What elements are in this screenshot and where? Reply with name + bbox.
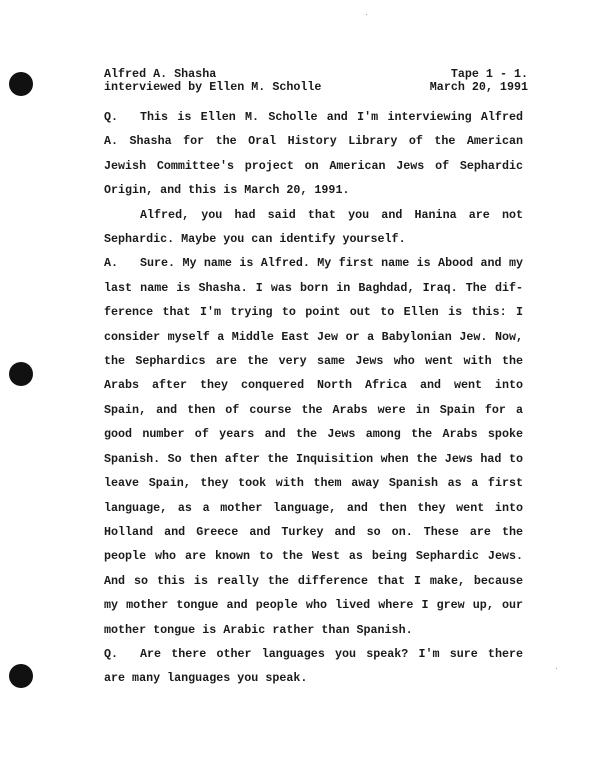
paragraph-text: This is Ellen M. Scholle and I'm interviewing Alfred A. Shasha for the Oral History Library of the American Jewish Committee's project on American Jews of Sephardic Origin, and this is March 20, 1991. [104, 110, 523, 198]
question-continuation-paragraph [104, 203, 523, 252]
speaker-label: Q. [104, 646, 119, 661]
scan-speck [556, 668, 557, 669]
paragraph-text: Sure. My name is Alfred. My first name is Abood and my last name is Shasha. I was born in Baghdad, Iraq. The dif-ference that I'm trying to point out to Ellen is this: I consider myself a Middle East Jew or a Babylonian Jew. Now, the Sephardics are the very same Jews who went with the Arabs after they conquered North Africa and went into Spain, and then of course the Arabs were in Spain for a good number of years and the Jews among the Arabs spoke Spanish. So then after the Inquisition when the Jews had to leave Spain, they took with them away Spanish as a first language, as a mother language, and then they went into Holland and Greece and Turkey and so on. These are the people who are known to the West as being Sephardic Jews. And so this is really the difference that I make, because my mother tongue and people who lived where I grew up, our mother tongue is Arabic rather than Spanish. [104, 256, 523, 637]
tape-number: Tape 1 - 1. [450, 67, 528, 81]
header-row-2 [104, 81, 528, 94]
question-paragraph [104, 642, 523, 691]
paragraph-text: Alfred, you had said that you and Hanina are not Sephardic. Maybe you can identify yourself. [104, 207, 523, 247]
binder-hole-bottom [9, 664, 33, 688]
question-paragraph [104, 105, 523, 203]
binder-hole-top [9, 72, 33, 96]
answer-paragraph [104, 251, 523, 642]
transcript-body [104, 105, 523, 691]
transcript-header [104, 68, 528, 94]
speaker-label: A. [104, 256, 119, 271]
paragraph-text: Are there other languages you speak? I'm sure there are many languages you speak. [104, 646, 523, 686]
binder-hole-middle [9, 362, 33, 386]
interviewer-line: interviewed by Ellen M. Scholle [104, 80, 322, 94]
scan-speck [366, 14, 367, 15]
speaker-label: Q. [104, 110, 119, 124]
interviewee-name: Alfred A. Shasha [104, 67, 217, 81]
interview-date: March 20, 1991 [429, 80, 528, 94]
